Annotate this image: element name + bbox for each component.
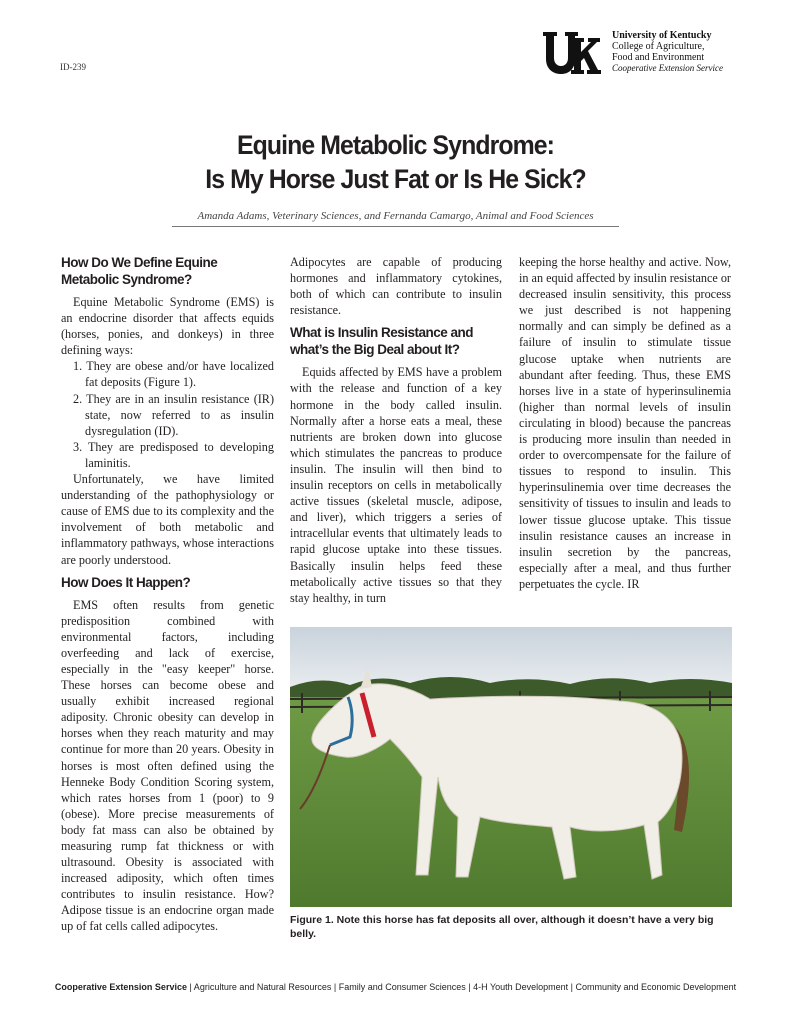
heading-happen: How Does It Happen? <box>61 574 191 590</box>
extension-service: Cooperative Extension Service <box>612 63 723 73</box>
uk-logo <box>541 30 603 78</box>
title-line-2: Is My Horse Just Fat or Is He Sick? <box>205 164 586 194</box>
institution-block <box>612 30 723 74</box>
insulin-para-1-part-1: Equids affected by EMS have a problem with the release and function of a key hormone in the body called insulin. Normally after a horse eats a meal, these nutrients are broken down into glucose which stimulates the pancreas to produce insulin. The insulin will then bind to insulin receptors on cells in metabolically active tissues (skeletal muscle, adipose, and liver), which triggers a series of intracellular events that ultimately leads to rapid glucose uptake into these tissues. Basically insulin helps feed these metabolically active tissues so that they stay healthy, in turn <box>290 365 502 605</box>
footer-programs: | Agriculture and Natural Resources | Family and Consumer Sciences | 4-H Youth Development | Community and Economic Development <box>186 982 737 992</box>
list-item: 1. They are obese and/or have localized fat deposits (Figure 1). <box>73 359 274 390</box>
figure-caption: Figure 1. Note this horse has fat deposits all over, although it doesn’t have a very big belly. <box>290 914 714 940</box>
footer <box>0 982 791 992</box>
title-line-1: Equine Metabolic Syndrome: <box>237 130 554 160</box>
title-rule <box>172 226 619 227</box>
define-intro: Equine Metabolic Syndrome (EMS) is an endocrine disorder that affects equids (horses, ponies, and donkeys) in three defining ways: <box>61 295 274 358</box>
college-line-2: Food and Environment <box>612 52 705 63</box>
happen-para-1: EMS often results from genetic predisposition combined with environmental factors, including overfeeding and lack of exercise, especially in the "easy keeper" horse. These horses can become obese and usually exhibit increased regional adiposity. Chronic obesity can develop in horses when they reach maturity and may continue for more than 20 years. Obesity in horses is most often defined using the Henneke Body Condition Scoring system, which rates horses from 1 (poor) to 9 (obese). More precise measurements of body fat mass can also be obtained by measuring rump fat thickness or with ultrasound. Obesity is associated with increased adiposity, which often times contributes to insulin resistance. How? Adipose tissue is an endocrine organ made up of fat cells called adipocytes. <box>61 597 274 934</box>
document-id: ID-239 <box>60 62 86 72</box>
define-para-2: Unfortunately, we have limited understanding of the pathophysiology or cause of EMS due to its complexity and the involvement of both metabolic and inflammatory pathways, whose interactions are poorly understood. <box>61 472 274 567</box>
happen-para-2: Adipocytes are capable of producing hormones and inflammatory cytokines, both of which can contribute to insulin resistance. <box>290 255 502 318</box>
column-3 <box>519 254 731 592</box>
insulin-para-1-part-2: keeping the horse healthy and active. Now, in an equid affected by insulin resistance or decreased insulin sensitivity, this process we just described is not happening normally and can simply be defined as a failure of insulin to stimulate tissue glucose uptake when nutrients are abundant after feeding. Thus, these EMS horses live in a state of hyperinsulinemia (higher than normal levels of insulin circulating in blood) because the pancreas is producing more insulin than needed in order to overcompensate for the failure of tissues to respond to insulin. This hyperinsulinemia over time decreases the sensitivity of tissues to insulin and leads to lower tissue glucose uptake. This tissue insulin resistance causes an increase in insulin secretion by the pancreas, especially after a meal, and thus further perpetuates the cycle. IR <box>519 255 731 591</box>
list-item: 3. They are predisposed to developing laminitis. <box>73 439 274 470</box>
document-title <box>32 128 760 196</box>
institution-name: University of Kentucky <box>612 30 712 41</box>
column-2 <box>290 254 502 606</box>
column-1 <box>61 248 274 935</box>
authors: Amanda Adams, Veterinary Sciences, and Fernanda Camargo, Animal and Food Sciences <box>197 210 594 222</box>
heading-insulin: What is Insulin Resistance and what’s the Big Deal about It? <box>290 325 474 358</box>
define-list <box>61 358 274 471</box>
figure-1-horse-photo <box>290 627 732 907</box>
list-item: 2. They are in an insulin resistance (IR) state, now referred to as insulin dysregulation (ID). <box>73 391 274 438</box>
college-line-1: College of Agriculture, <box>612 41 705 52</box>
footer-service: Cooperative Extension Service <box>54 982 187 992</box>
heading-define: How Do We Define Equine Metabolic Syndrome? <box>61 255 218 287</box>
